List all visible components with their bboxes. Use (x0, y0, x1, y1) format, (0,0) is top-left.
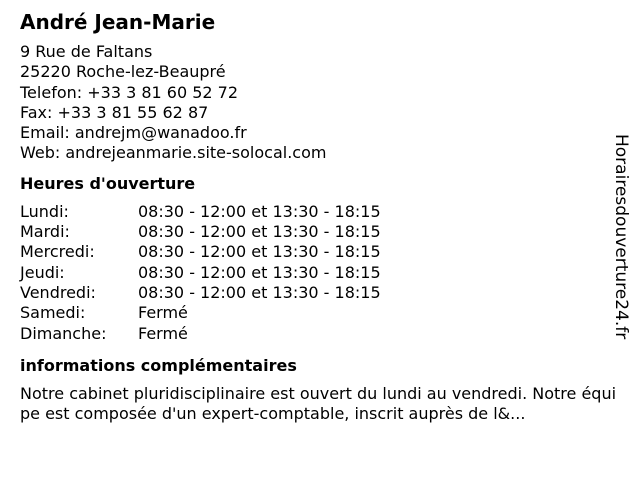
hours-row-mardi (20, 222, 610, 242)
day-label: Dimanche: (20, 323, 107, 343)
additional-info-text: Notre cabinet pluridisciplinaire est ouvert du lundi au vendredi. Notre équipe est composée d'un expert-comptable, inscrit auprès de l&... (20, 383, 617, 424)
day-hours: 08:30 - 12:00 et 13:30 - 18:15 (138, 222, 381, 242)
fax-number: Fax: +33 3 81 55 62 87 (20, 102, 209, 122)
day-label: Mercredi: (20, 242, 95, 262)
day-label: Vendredi: (20, 282, 96, 302)
opening-hours-list (20, 202, 610, 344)
hours-row-vendredi (20, 283, 610, 303)
site-watermark: Horairesdouverture24.fr (611, 134, 631, 340)
street-address: 9 Rue de Faltans (20, 42, 153, 61)
day-label: Mardi: (20, 222, 70, 242)
day-hours: Fermé (138, 323, 188, 343)
business-name: André Jean-Marie (20, 10, 216, 34)
day-hours: 08:30 - 12:00 et 13:30 - 18:15 (138, 201, 381, 221)
hours-row-mercredi (20, 242, 610, 262)
website-address: Web: andrejeanmarie.site-solocal.com (20, 143, 327, 163)
postal-city: 25220 Roche-lez-Beaupré (20, 62, 226, 82)
hours-row-dimanche (20, 324, 610, 344)
phone-number: Telefon: +33 3 81 60 52 72 (20, 82, 239, 102)
business-card (20, 10, 617, 425)
day-hours: 08:30 - 12:00 et 13:30 - 18:15 (138, 262, 381, 282)
additional-info-title: informations complémentaires (20, 355, 297, 375)
day-label: Lundi: (20, 201, 69, 221)
hours-row-jeudi (20, 263, 610, 283)
day-hours: 08:30 - 12:00 et 13:30 - 18:15 (138, 242, 381, 262)
email-address: Email: andrejm@wanadoo.fr (20, 123, 247, 143)
opening-hours-title: Heures d'ouverture (20, 173, 196, 193)
hours-row-lundi (20, 202, 610, 222)
day-hours: 08:30 - 12:00 et 13:30 - 18:15 (138, 282, 381, 302)
day-label: Samedi: (20, 303, 86, 323)
day-hours: Fermé (138, 303, 188, 323)
hours-row-samedi (20, 303, 610, 323)
day-label: Jeudi: (20, 262, 65, 282)
